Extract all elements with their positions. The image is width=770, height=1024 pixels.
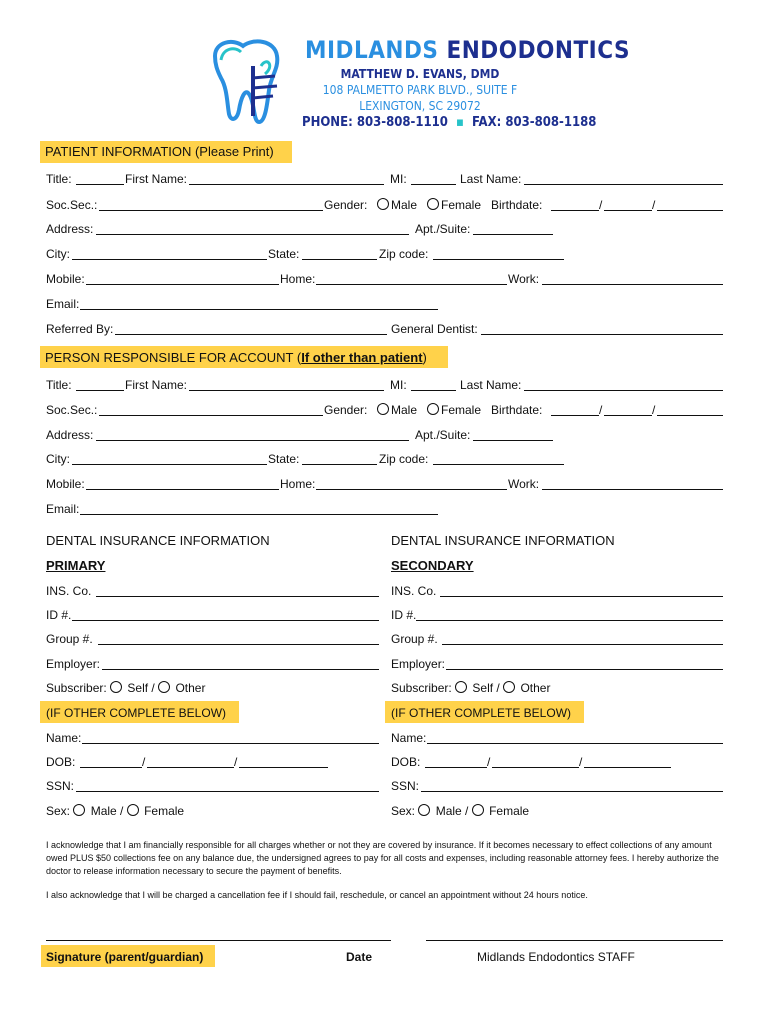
signature-label: Signature (parent/guardian) — [46, 950, 204, 964]
resp-gender-male[interactable] — [377, 403, 417, 417]
date-slash: / — [652, 403, 656, 417]
secondary-id-label: ID #. — [391, 608, 417, 622]
patient-referred-by-field[interactable] — [115, 334, 387, 335]
secondary-dob-day-field[interactable] — [492, 767, 579, 768]
resp-apt-label: Apt./Suite: — [415, 428, 471, 442]
secondary-ins-co-field[interactable] — [440, 596, 723, 597]
fax-number: FAX: 803-808-1188 — [472, 115, 597, 130]
secondary-if-other-label: (IF OTHER COMPLETE BELOW) — [391, 706, 572, 720]
primary-sex-row — [46, 804, 184, 818]
primary-id-label: ID #. — [46, 608, 72, 622]
radio-icon[interactable] — [472, 804, 484, 816]
patient-city-label: City: — [46, 247, 70, 261]
patient-soc-sec-field[interactable] — [99, 210, 323, 211]
secondary-label: SECONDARY — [391, 558, 474, 573]
primary-employer-label: Employer: — [46, 657, 101, 671]
resp-work-field[interactable] — [542, 489, 723, 490]
date-label: Date — [346, 950, 373, 964]
practice-name-part2: ENDODONTICS — [446, 36, 631, 64]
resp-city-label: City: — [46, 452, 70, 466]
patient-referred-by-label: Referred By: — [46, 322, 114, 336]
primary-dob-year-field[interactable] — [239, 767, 328, 768]
practice-name — [305, 36, 630, 64]
patient-zip-label: Zip code: — [379, 247, 429, 261]
secondary-female-label: Female — [489, 804, 530, 818]
secondary-group-field[interactable] — [442, 644, 723, 645]
radio-icon[interactable] — [377, 403, 389, 415]
patient-last-name-label: Last Name: — [460, 172, 522, 186]
patient-birthdate-label: Birthdate: — [491, 198, 543, 212]
financial-responsibility-text: I acknowledge that I am financially responsible for all charges whether or not they are covered by insurance. If it becomes necessary to effect collections of any amount owed PLUS $50 collections fee on any balance due, the undersigned agrees to pay for all costs and expenses, including reasonable attorney fees. I hereby authorize the doctor to release information necessary to secure the payment of benefits. — [46, 840, 719, 876]
primary-other-label: Other — [175, 681, 206, 695]
patient-state-label: State: — [268, 247, 300, 261]
resp-mobile-label: Mobile: — [46, 477, 85, 491]
resp-mi-label: MI: — [390, 378, 407, 392]
primary-subscriber-label: Subscriber: — [46, 681, 107, 695]
resp-gender-female[interactable] — [427, 403, 481, 417]
date-slash: / — [487, 755, 491, 769]
resp-birth-day-field[interactable] — [604, 415, 652, 416]
resp-apt-field[interactable] — [473, 440, 553, 441]
secondary-subscriber-label: Subscriber: — [391, 681, 452, 695]
date-slash: / — [599, 198, 603, 212]
secondary-sex-row — [391, 804, 529, 818]
patient-gender-female-label: Female — [441, 198, 482, 212]
patient-work-label: Work: — [508, 272, 540, 286]
resp-birth-month-field[interactable] — [551, 415, 599, 416]
resp-title-label: Title: — [46, 378, 72, 392]
resp-work-label: Work: — [508, 477, 540, 491]
patient-address-label: Address: — [46, 222, 94, 236]
primary-id-field[interactable] — [72, 620, 379, 621]
date-slash: / — [142, 755, 146, 769]
resp-address-label: Address: — [46, 428, 94, 442]
resp-home-field[interactable] — [316, 489, 507, 490]
resp-mobile-field[interactable] — [86, 489, 279, 490]
secondary-dob-label: DOB: — [391, 755, 421, 769]
primary-name-label: Name: — [46, 731, 82, 745]
date-slash: / — [652, 198, 656, 212]
resp-address-field[interactable] — [96, 440, 409, 441]
patient-home-field[interactable] — [316, 284, 507, 285]
primary-label: PRIMARY — [46, 558, 106, 573]
secondary-employer-field[interactable] — [446, 669, 723, 670]
patient-apt-field[interactable] — [473, 234, 553, 235]
responsible-section-title — [45, 350, 427, 366]
primary-female-label: Female — [144, 804, 185, 818]
patient-mi-field[interactable] — [411, 184, 456, 185]
primary-subscriber-row — [46, 681, 205, 695]
secondary-ins-co-label: INS. Co. — [391, 584, 437, 598]
radio-icon[interactable] — [427, 198, 439, 210]
resp-state-field[interactable] — [302, 464, 377, 465]
resp-last-name-label: Last Name: — [460, 378, 522, 392]
staff-signature-line[interactable] — [426, 940, 723, 941]
patient-mi-label: MI: — [390, 172, 407, 186]
radio-icon[interactable] — [418, 804, 430, 816]
patient-mobile-field[interactable] — [86, 284, 279, 285]
patient-gender-male-label: Male — [391, 198, 418, 212]
resp-soc-sec-label: Soc.Sec.: — [46, 403, 98, 417]
resp-last-name-field[interactable] — [524, 390, 723, 391]
secondary-self-label: Self / — [472, 681, 500, 695]
patient-soc-sec-label: Soc.Sec.: — [46, 198, 98, 212]
primary-sex-label: Sex: — [46, 804, 71, 818]
resp-gender-label: Gender: — [324, 403, 368, 417]
secondary-id-field[interactable] — [416, 620, 723, 621]
patient-mobile-label: Mobile: — [46, 272, 85, 286]
patient-apt-label: Apt./Suite: — [415, 222, 471, 236]
resp-soc-sec-field[interactable] — [99, 415, 323, 416]
patient-gender-male[interactable] — [377, 198, 417, 212]
secondary-dob-month-field[interactable] — [425, 767, 487, 768]
patient-gender-female[interactable] — [427, 198, 481, 212]
patient-state-field[interactable] — [302, 259, 377, 260]
secondary-insurance-heading: DENTAL INSURANCE INFORMATION — [391, 533, 615, 548]
patient-city-field[interactable] — [72, 259, 267, 260]
secondary-employer-label: Employer: — [391, 657, 446, 671]
resp-gender-female-label: Female — [441, 403, 482, 417]
secondary-ssn-field[interactable] — [421, 791, 723, 792]
primary-group-field[interactable] — [98, 644, 379, 645]
patient-section-title: PATIENT INFORMATION (Please Print) — [45, 144, 274, 159]
secondary-sex-label: Sex: — [391, 804, 416, 818]
radio-icon[interactable] — [427, 403, 439, 415]
patient-first-name-label: First Name: — [125, 172, 188, 186]
primary-dob-label: DOB: — [46, 755, 76, 769]
resp-state-label: State: — [268, 452, 300, 466]
secondary-name-label: Name: — [391, 731, 427, 745]
secondary-other-label: Other — [520, 681, 551, 695]
primary-group-label: Group #. — [46, 632, 93, 646]
radio-icon[interactable] — [503, 681, 515, 693]
patient-zip-field[interactable] — [433, 259, 564, 260]
primary-ssn-label: SSN: — [46, 779, 75, 793]
patient-general-dentist-label: General Dentist: — [391, 322, 478, 336]
patient-general-dentist-field[interactable] — [481, 334, 723, 335]
doctor-name: MATTHEW D. EVANS, DMD — [340, 67, 500, 81]
secondary-subscriber-row — [391, 681, 550, 695]
phone-fax — [302, 115, 596, 130]
primary-dob-day-field[interactable] — [147, 767, 234, 768]
resp-zip-label: Zip code: — [379, 452, 429, 466]
patient-birth-year-field[interactable] — [657, 210, 723, 211]
patient-birth-day-field[interactable] — [604, 210, 652, 211]
primary-if-other-label: (IF OTHER COMPLETE BELOW) — [46, 706, 227, 720]
primary-self-label: Self / — [127, 681, 155, 695]
radio-icon[interactable] — [455, 681, 467, 693]
resp-city-field[interactable] — [72, 464, 267, 465]
secondary-male-label: Male / — [435, 804, 469, 818]
patient-birth-month-field[interactable] — [551, 210, 599, 211]
patient-gender-label: Gender: — [324, 198, 368, 212]
radio-icon[interactable] — [127, 804, 139, 816]
resp-gender-male-label: Male — [391, 403, 418, 417]
primary-insurance-heading: DENTAL INSURANCE INFORMATION — [46, 533, 270, 548]
primary-male-label: Male / — [90, 804, 124, 818]
date-slash: / — [234, 755, 238, 769]
resp-birthdate-label: Birthdate: — [491, 403, 543, 417]
resp-email-field[interactable] — [80, 514, 438, 515]
resp-birth-year-field[interactable] — [657, 415, 723, 416]
patient-email-field[interactable] — [80, 309, 438, 310]
cancellation-policy-text: I also acknowledge that I will be charged a cancellation fee if I should fail, reschedule, or cancel an appointment without 24 hours notice. — [46, 890, 588, 900]
resp-title-field[interactable] — [76, 390, 124, 391]
patient-title-field[interactable] — [76, 184, 124, 185]
primary-name-field[interactable] — [82, 743, 379, 744]
primary-employer-field[interactable] — [102, 669, 379, 670]
patient-work-field[interactable] — [542, 284, 723, 285]
signature-line[interactable] — [46, 940, 391, 941]
practice-name-part1: MIDLANDS — [305, 36, 439, 64]
patient-home-label: Home: — [280, 272, 316, 286]
primary-ins-co-label: INS. Co. — [46, 584, 92, 598]
address-line-2: LEXINGTON, SC 29072 — [359, 99, 481, 113]
resp-first-name-label: First Name: — [125, 378, 188, 392]
date-slash: / — [579, 755, 583, 769]
primary-ssn-field[interactable] — [76, 791, 379, 792]
patient-address-field[interactable] — [96, 234, 409, 235]
patient-last-name-field[interactable] — [524, 184, 723, 185]
resp-mi-field[interactable] — [411, 390, 456, 391]
radio-icon[interactable] — [73, 804, 85, 816]
primary-ins-co-field[interactable] — [96, 596, 379, 597]
responsible-title-suffix: ) — [422, 350, 427, 365]
letterhead — [0, 0, 770, 135]
radio-icon[interactable] — [110, 681, 122, 693]
patient-first-name-field[interactable] — [189, 184, 384, 185]
secondary-group-label: Group #. — [391, 632, 438, 646]
staff-label: Midlands Endodontics STAFF — [477, 950, 635, 964]
radio-icon[interactable] — [158, 681, 170, 693]
patient-title-label: Title: — [46, 172, 72, 186]
secondary-ssn-label: SSN: — [391, 779, 420, 793]
resp-zip-field[interactable] — [433, 464, 564, 465]
resp-home-label: Home: — [280, 477, 316, 491]
responsible-title-prefix: PERSON RESPONSIBLE FOR ACCOUNT ( — [45, 350, 302, 365]
tooth-logo-icon — [205, 36, 297, 128]
secondary-dob-year-field[interactable] — [584, 767, 671, 768]
patient-email-label: Email: — [46, 297, 80, 311]
date-slash: / — [599, 403, 603, 417]
responsible-title-emphasis: If other than patient — [301, 350, 423, 365]
radio-icon[interactable] — [377, 198, 389, 210]
resp-email-label: Email: — [46, 502, 80, 516]
phone-number: PHONE: 803-808-1110 — [302, 115, 448, 130]
primary-dob-month-field[interactable] — [80, 767, 142, 768]
separator: ▪ — [456, 115, 464, 130]
address-line-1: 108 PALMETTO PARK BLVD., SUITE F — [322, 83, 518, 97]
resp-first-name-field[interactable] — [189, 390, 384, 391]
secondary-name-field[interactable] — [427, 743, 723, 744]
